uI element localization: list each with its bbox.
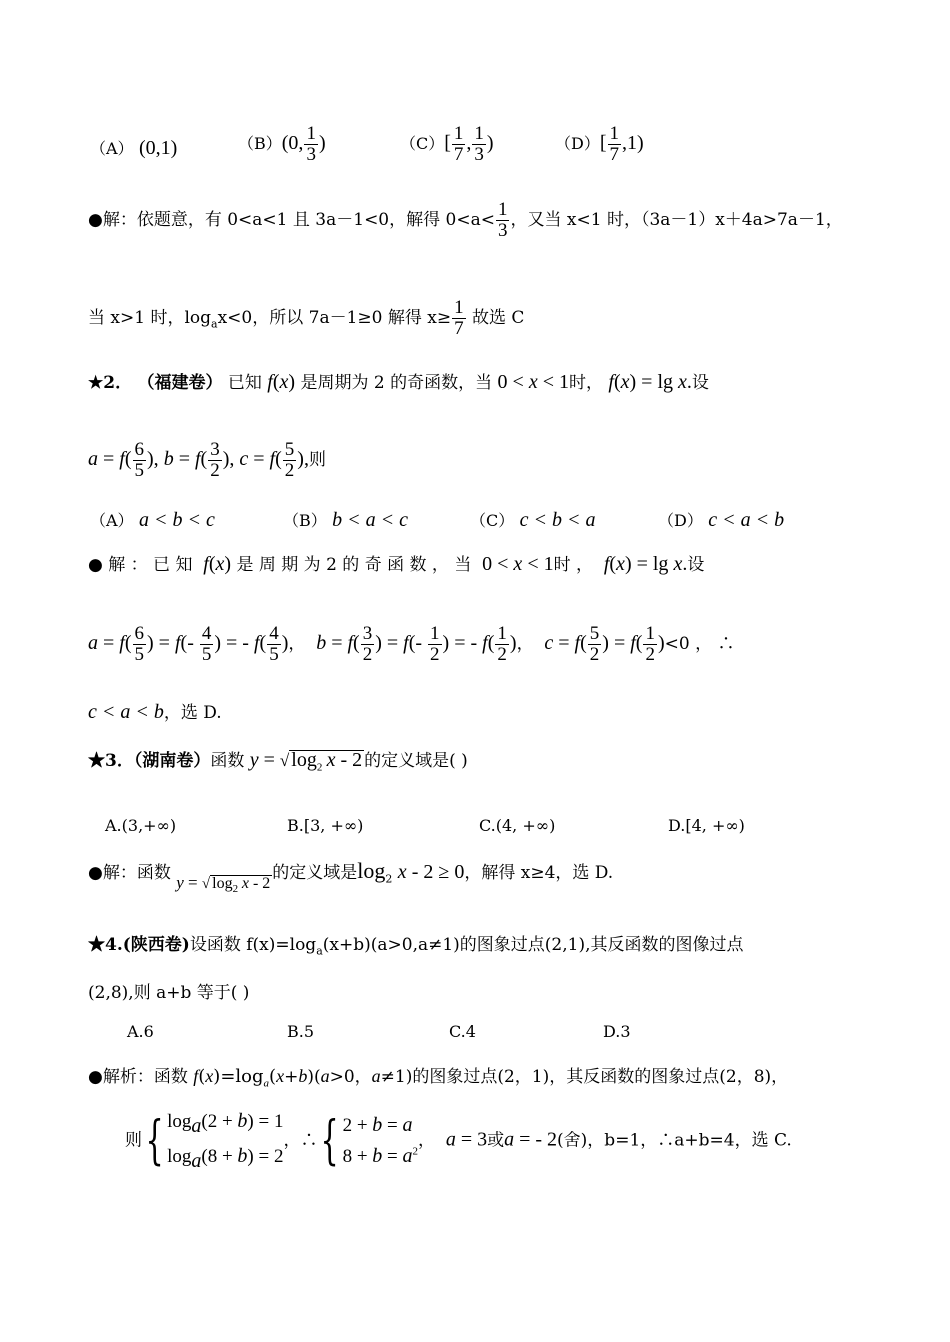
q4-solution-line2: 则{ $\log_a(2 + b) = 1$ $\log_a(8 + b) = 2$，∴{ 2 + b = a $8 + b = a^2$， a = 3或a = - 2(舍)，b=1，∴a+b=4，选 C. (125, 1110, 792, 1172)
q1-option-a: （A） (0,1) (90, 137, 178, 159)
q3-title: ★3．（湖南卷）函数 y = √ $\log_2 x - 2$ 的定义域是( ) (88, 749, 468, 774)
q2-solution-line1: ● 解 ： 已 知 f(x) 是 周 期 为 2 的 奇 函 数 ， 当 0 < x < 1时 ， f(x) = lg x.设 (88, 553, 705, 575)
q2-solution-line2: a = f( $\frac{6}{5}$ ) = f(- $\frac{4}{5}$ ) = - f( $\frac{4}{5}$ )， b = f( $\frac{3}{2}$ ) = f(- $\frac{1}{2}$ ) = - f( $\frac{1}{2}$ )， c = f( $\frac{5}{2}$ ) = f( $\frac{1}{2}$ )<0 ， ∴ (88, 623, 735, 665)
q2-option-d: （D） c < a < b (658, 509, 785, 531)
q4-title-line2: (2,8),则 a+b 等于( ) (88, 983, 250, 1003)
q3-option-c: C.(4, +∞) (479, 816, 556, 835)
q3-option-b: B.[3, +∞) (287, 816, 364, 835)
q1-solution-line1: ●解：依题意，有 0<a<1 且 3a－1<0，解得 0<a< $\frac{1}{3}$ ，又当 x<1 时，（3a－1）x＋4a>7a－1， (88, 199, 843, 241)
q2-option-b: （B） b < a < c (283, 509, 409, 531)
q4-option-b: B.5 (287, 1022, 315, 1041)
q2-option-a: （A） a < b < c (90, 509, 215, 531)
q4-option-c: C.4 (449, 1022, 476, 1041)
q2-definitions: a = f( $\frac{6}{5}$ ), b = f( $\frac{3}{2}$ ), c = f( $\frac{5}{2}$ ),则 (88, 439, 326, 481)
q1-solution-line2: 当 x>1 时，$\log_ax<0$，所以 7a－1≥0 解得 x≥ $\frac{1}{7}$ 故选 C (88, 297, 525, 339)
q2-option-c: （C） c < b < a (470, 509, 596, 531)
q3-option-a: A.(3,+∞) (105, 816, 177, 835)
q4-title-line1: ★4.(陕西卷)设函数 $f(x)=\log_a(x+b)(a>0,a\ne 1)$的图象过点(2,1),其反函数的图像过点 (88, 935, 744, 958)
q4-option-d: D.3 (603, 1022, 631, 1041)
q1-option-c: （C）[ $\frac{1}{7}$ , $\frac{1}{3}$ ) (400, 123, 494, 165)
q4-option-a: A.6 (127, 1022, 154, 1041)
q1-option-d: （D）[ $\frac{1}{7}$ ,1) (555, 123, 644, 165)
q3-solution: ●解：函数 y = √ $\log_2 x - 2$的定义域是$\log_2 x - 2 \ge 0$，解得 x≥4，选 D. (88, 858, 614, 895)
q1-option-b: （B）(0, $\frac{1}{3}$ ) (238, 123, 326, 165)
q4-solution-line1: ●解析：函数 $f(x)=\log_a(x+b)(a>0$，a≠1)的图象过点(2，1)，其反函数的图象过点(2，8)， (88, 1066, 789, 1090)
q3-option-d: D.[4, +∞) (668, 816, 745, 835)
q2-solution-line3: c < a < b，选 D. (88, 701, 222, 723)
q2-title: ★2． （福建卷） 已知 f(x) 是周期为 2 的奇函数，当 0 < x < 1时， f(x) = lg x.设 (88, 371, 709, 393)
